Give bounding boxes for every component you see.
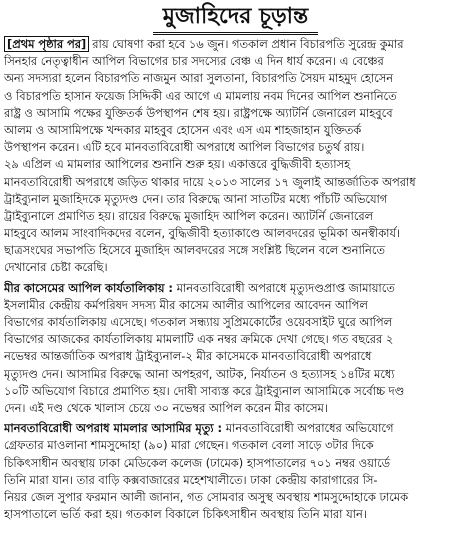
- section2-line: বিভাগের কার্যতালিকায় এসেছে। গতকাল সন্ধ্যায় সুপ্রিমকোর্টের ওয়েবসাইট ঘুরে আপিল: [4, 315, 393, 329]
- headline: মুজাহিদের চূড়ান্ত: [153, 2, 318, 35]
- section2-line-text: মানবতাবিরোধী অপরাধে মৃত্যুদণ্ডপ্রাপ্ত জামায়াতে: [176, 280, 395, 295]
- section1-line: [4, 36, 467, 53]
- section1-line: রাষ্ট্র ও আসামি পক্ষের যুক্তিতর্ক উপস্থাপন শেষ হয়। রাষ্ট্রপক্ষে অ্যাটর্নি জেনারেল মাহবুবে: [4, 105, 393, 120]
- section1-line: দেখানোর চেষ্টা করেছি।: [4, 260, 108, 275]
- section2-line: [4, 280, 467, 297]
- section3-line: নিয়র জেল সুপার ফরমান আলী জানান, গত সোমবার অসুস্থ অবস্থায় শামসুদ্দোহাকে ঢামেক: [4, 489, 409, 504]
- section1-line: আলম ও আসামিপক্ষে খন্দকার মাহবুব হোসেন এবং এস এম শাহজাহান যুক্তিতর্ক: [4, 122, 362, 137]
- section3-heading: মানবতাবিরোধী অপরাধ মামলার আসামির মৃত্যু :: [4, 421, 223, 436]
- section1-line: ও বিচারপতি হাসান ফয়েজ সিদ্দিকী এর আগে এ মামলায় নবম দিনের আপিল শুনানিতে: [4, 88, 397, 103]
- section1-line: ট্রাইব্যুনাল মুজাহিদকে মৃত্যুদণ্ড দেন। তার বিরুদ্ধে আনা সাতটির মধ্যে পাঁচটি অভিযোগ: [4, 191, 388, 206]
- section3-line: গ্রেফতার মাওলানা শামসুদ্দোহা (৯০) মারা গেছেন। গতকাল বেলা সাড়ে ৩টার দিকে: [4, 438, 374, 453]
- section1-line: মানবতাবিরোধী অপরাধে জড়িত থাকার দায়ে ২০১৩ সালের ১৭ জুলাই আন্তর্জাতিক অপরাধ: [4, 174, 416, 189]
- section1-line: সিনহার নেতৃত্বাধীন আপিল বিভাগের চার সদস্যের বেঞ্চ এ দিন ধার্য করেন। এ বেঞ্চের: [4, 54, 384, 69]
- section1-line-text: রায় ঘোষণা করা হবে ১৬ জুন। গতকাল প্রধান বিচারপতি সুরেন্দ্র কুমার: [92, 37, 404, 51]
- section3-line: তিনি মারা যান। তার বাড়ি কক্সবাজারের মহেশখালীতে। ঢাকা কেন্দ্রীয় কারাগারের সি-: [4, 472, 378, 487]
- section2-line: ইসলামীর কেন্দ্রীয় কর্মপরিষদ সদস্য মীর কাসেম আলীর আপিলের আবেদন আপিল: [4, 297, 368, 312]
- headline-wrap: [4, 0, 467, 36]
- section2-line: বিভাগের আজকের কার্যতালিকায় মামলাটি এক নম্বর ক্রমিকে দেখা গেছে। গত বছরের ২: [4, 332, 394, 347]
- section1-line: মাহবুবে আলম সাংবাদিকদের বলেন, বুদ্ধিজীবী হত্যাকাণ্ডে আলবদরের ভূমিকা অনস্বীকার্য।: [4, 226, 401, 241]
- section2-line: নভেম্বর আন্তর্জাতিক অপরাধ ট্রাইব্যুনাল-২ মীর কাসেমকে মানবতাবিরোধী অপরাধে: [4, 349, 372, 364]
- section-continued: [4, 36, 467, 277]
- continued-tag: [প্রথম পৃষ্ঠার পর]: [4, 36, 89, 52]
- section2-heading: মীর কাসেমের আপিল কার্যতালিকায় :: [4, 280, 173, 295]
- section3-line: [4, 420, 467, 437]
- section3-line: হাসপাতালে ভর্তি করা হয়। গতকাল বিকালে চিকিৎসাধীন অবস্থায় তিনি মারা যান।: [4, 507, 367, 522]
- section1-line: উপস্থাপন করেন। এটি হবে মানবতাবিরোধী অপরাধে আপিল বিভাগের চতুর্থ রায়।: [4, 140, 365, 155]
- section2-line: দেন। এই দণ্ড থেকে খালাস চেয়ে ৩০ নভেম্বর আপিল করেন মীর কাসেম।: [4, 400, 328, 415]
- section2-line: ১০টি অভিযোগ বিচারে প্রমাণিত হয়। দোষী সাব্যস্ত করে ট্রাইব্যুনাল আসামিকে সর্বোচ্চ দণ্ড: [4, 383, 405, 398]
- section2-line: মৃত্যুদণ্ড দেন। আসামির বিরুদ্ধে আনা অপহরণ, আটক, নির্যাতন ও হত্যাসহ ১৪টির মধ্যে: [4, 366, 395, 381]
- section3-line: চিকিৎসাধীন অবস্থায় ঢাকা মেডিকেল কলেজ (ঢামেক) হাসপাতালের ৭০১ নম্বর ওয়ার্ডে: [4, 455, 391, 470]
- section3-line-text: মানবতাবিরোধী অপরাধের অভিযোগে: [225, 421, 394, 436]
- section1-line: ছাত্রসংঘের সভাপতি হিসেবে মুজাহিদ আলবদরের সঙ্গে সংশ্লিষ্ট ছিলেন বলে শুনানিতে: [4, 243, 385, 258]
- section-accused-death: [4, 420, 467, 523]
- section1-line: অন্য সদস্যরা হলেন বিচারপতি নাজমুন আরা সুলতানা, বিচারপতি সৈয়দ মাহমুদ হোসেন: [4, 71, 394, 86]
- section1-line: ট্রাইব্যুনালে প্রমাণিত হয়। রায়ের বিরুদ্ধে মুজাহিদ আপিল করেন। অ্যাটর্নি জেনারেল: [4, 208, 374, 223]
- section1-line: ২৯ এপ্রিল এ মামলার আপিলের শুনানি শুরু হয়। একাত্তরে বুদ্ধিজীবী হত্যাসহ: [4, 157, 351, 172]
- section-mir-kasem: [4, 280, 467, 418]
